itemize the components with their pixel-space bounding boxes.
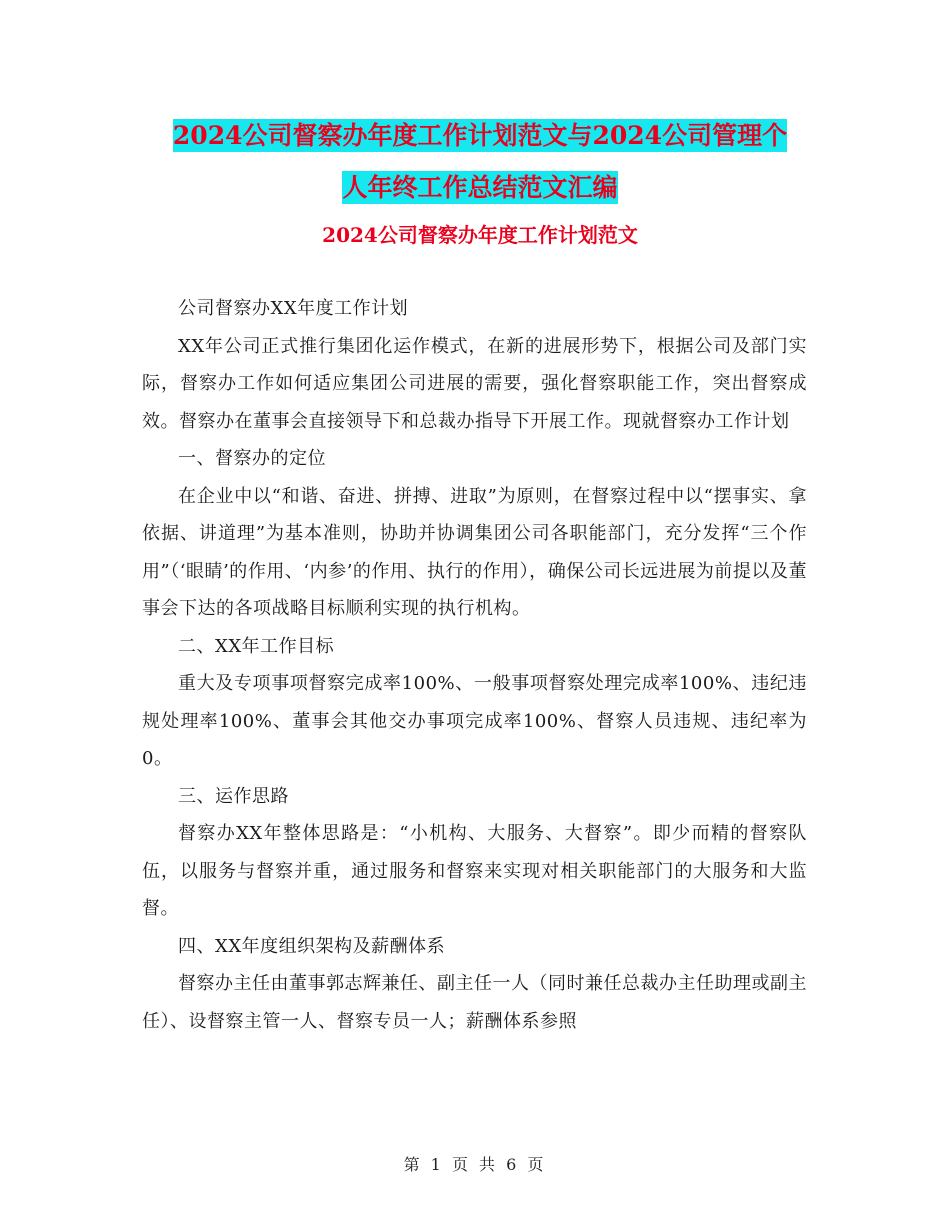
heading-positioning: 一、督察办的定位 [178,448,326,469]
section-title: 2024公司督察办年度工作计划范文 [322,223,638,247]
paragraph-intro: XX年公司正式推行集团化运作模式，在新的进展形势下，根据公司及部门实际，督察办工作如何适应集团公司进展的需要，强化督察职能工作，突出督察成效。督察办在董事会直接领导下和总裁办指导下开展工作。现就督察办工作计划 [142,335,807,432]
paragraph-plan-title: 公司督察办XX年度工作计划 [178,298,409,319]
main-title-line-1: 2024公司督察办年度工作计划范文与2024公司管理个 [172,121,788,150]
paragraph-goals: 重大及专项事项督察完成率100%、一般事项督察处理完成率100%、违纪违规处理率100%、董事会其他交办事项完成率100%、督察人员违规、违纪率为0。 [142,673,807,769]
paragraph-organization: 督察办主任由董事郭志辉兼任、副主任一人（同时兼任总裁办主任助理或副主任）、设督察主管一人、督察专员一人；薪酬体系参照 [142,973,807,1032]
main-title-line-2: 人年终工作总结范文汇编 [342,173,618,202]
heading-goals: 二、XX年工作目标 [178,635,335,657]
document-body [142,290,807,1040]
paragraph-approach: 督察办XX年整体思路是：“小机构、大服务、大督察”。即少而精的督察队伍，以服务与督察并重，通过服务和督察来实现对相关职能部门的大服务和大监督。 [142,823,807,919]
heading-approach: 三、运作思路 [178,785,289,807]
paragraph-positioning: 在企业中以“和谐、奋进、拼搏、进取”为原则，在督察过程中以“摆事实、拿依据、讲道理”为基本准则，协助并协调集团公司各职能部门，充分发挥“三个作用”（‘眼睛’的作用、‘内参’的作用、执行的作用），确保公司长远进展为前提以及董事会下达的各项战略目标顺利实现的执行机构。 [142,485,807,619]
heading-organization: 四、XX年度组织架构及薪酬体系 [178,935,446,957]
page-number-footer: 第 1 页 共 6 页 [403,1155,547,1174]
document-main-title [140,110,820,214]
